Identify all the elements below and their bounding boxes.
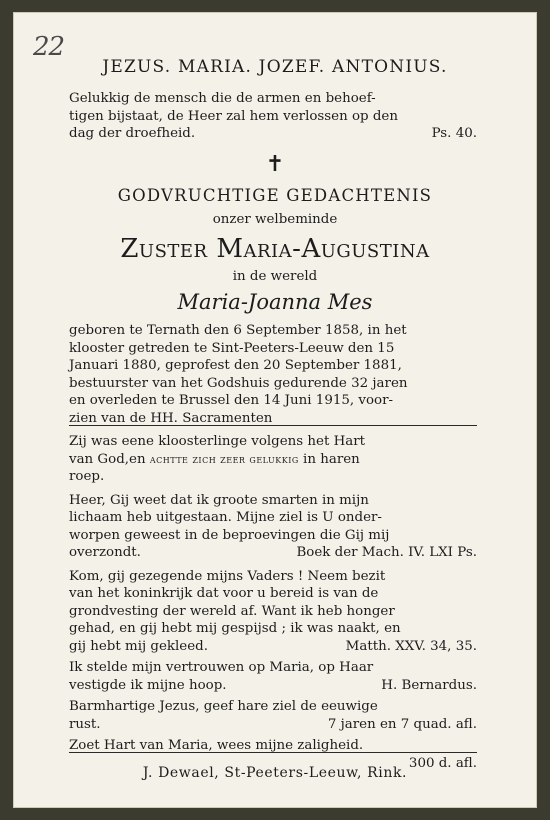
biography: geboren te Ternath den 6 September 1858, in het klooster getreden te Sint-Peeters-Leeuw den 15 Januari 1880, geprofest den 20 September 1881, bestuurster van het Godshuis gedurende 32 jaren en overleden te Brussel den 14 Juni 1915, voor- zien van de HH. Sacramenten bbox=[69, 323, 408, 426]
handwritten-number: 22 bbox=[33, 32, 65, 62]
heading-remembrance: GODVRUCHTIGE GEDACHTENIS bbox=[117, 186, 433, 205]
subheading: onzer welbeminde bbox=[212, 212, 338, 227]
opening-verse: Gelukkig de mensch die de armen en behoef- tigen bijstaat, de Heer zal hem verlossen op den dag der droefheid. Ps. 40. bbox=[69, 91, 477, 141]
text-body: Zij was eene kloosterlinge volgens het Hart van God,en achtte zich zeer gelukkig in haren roep. Heer, Gij weet dat ik groote smarten in mijn lichaam heb uitgestaan. Mijne ziel is U onder- worpen geweest in de beproevingen die Gij mij overzondt. Boek der Mach. IV. LXI Ps. Kom, gij gezegende mijns Vaders ! Neem bezit van het koninkrijk dat voor u bereid is van de grondvesting der wereld af. Want ik heb honger gehad, en gij hebt mij gespijsd ; ik was naakt, en gij hebt mij gekleed. Matth. XXV. 34, 35. Ik stelde mijn vertrouwen op Maria, op Haar vestigde ik mijne hoop. H. Bernardus. Barmhartige Jezus, geef hare ziel de eeuwige rust. 7 jaren en 7 quad. afl. Zoet Hart van Maria, wees mijne zaligheid. 300 d. afl. bbox=[69, 434, 477, 771]
divider-bottom bbox=[69, 752, 477, 753]
invocation: JEZUS. MARIA. JOZEF. ANTONIUS. bbox=[102, 57, 448, 77]
printer-imprint: J. Dewael, St-Peeters-Leeuw, Rink. bbox=[142, 765, 408, 781]
divider-top bbox=[69, 425, 477, 426]
memorial-card bbox=[13, 12, 537, 808]
in-the-world: in de wereld bbox=[232, 269, 318, 284]
deceased-name: Zuster Maria-Augustina bbox=[120, 234, 430, 264]
birth-name: Maria-Joanna Mes bbox=[177, 290, 373, 314]
cross-icon: ✝ bbox=[265, 152, 285, 177]
